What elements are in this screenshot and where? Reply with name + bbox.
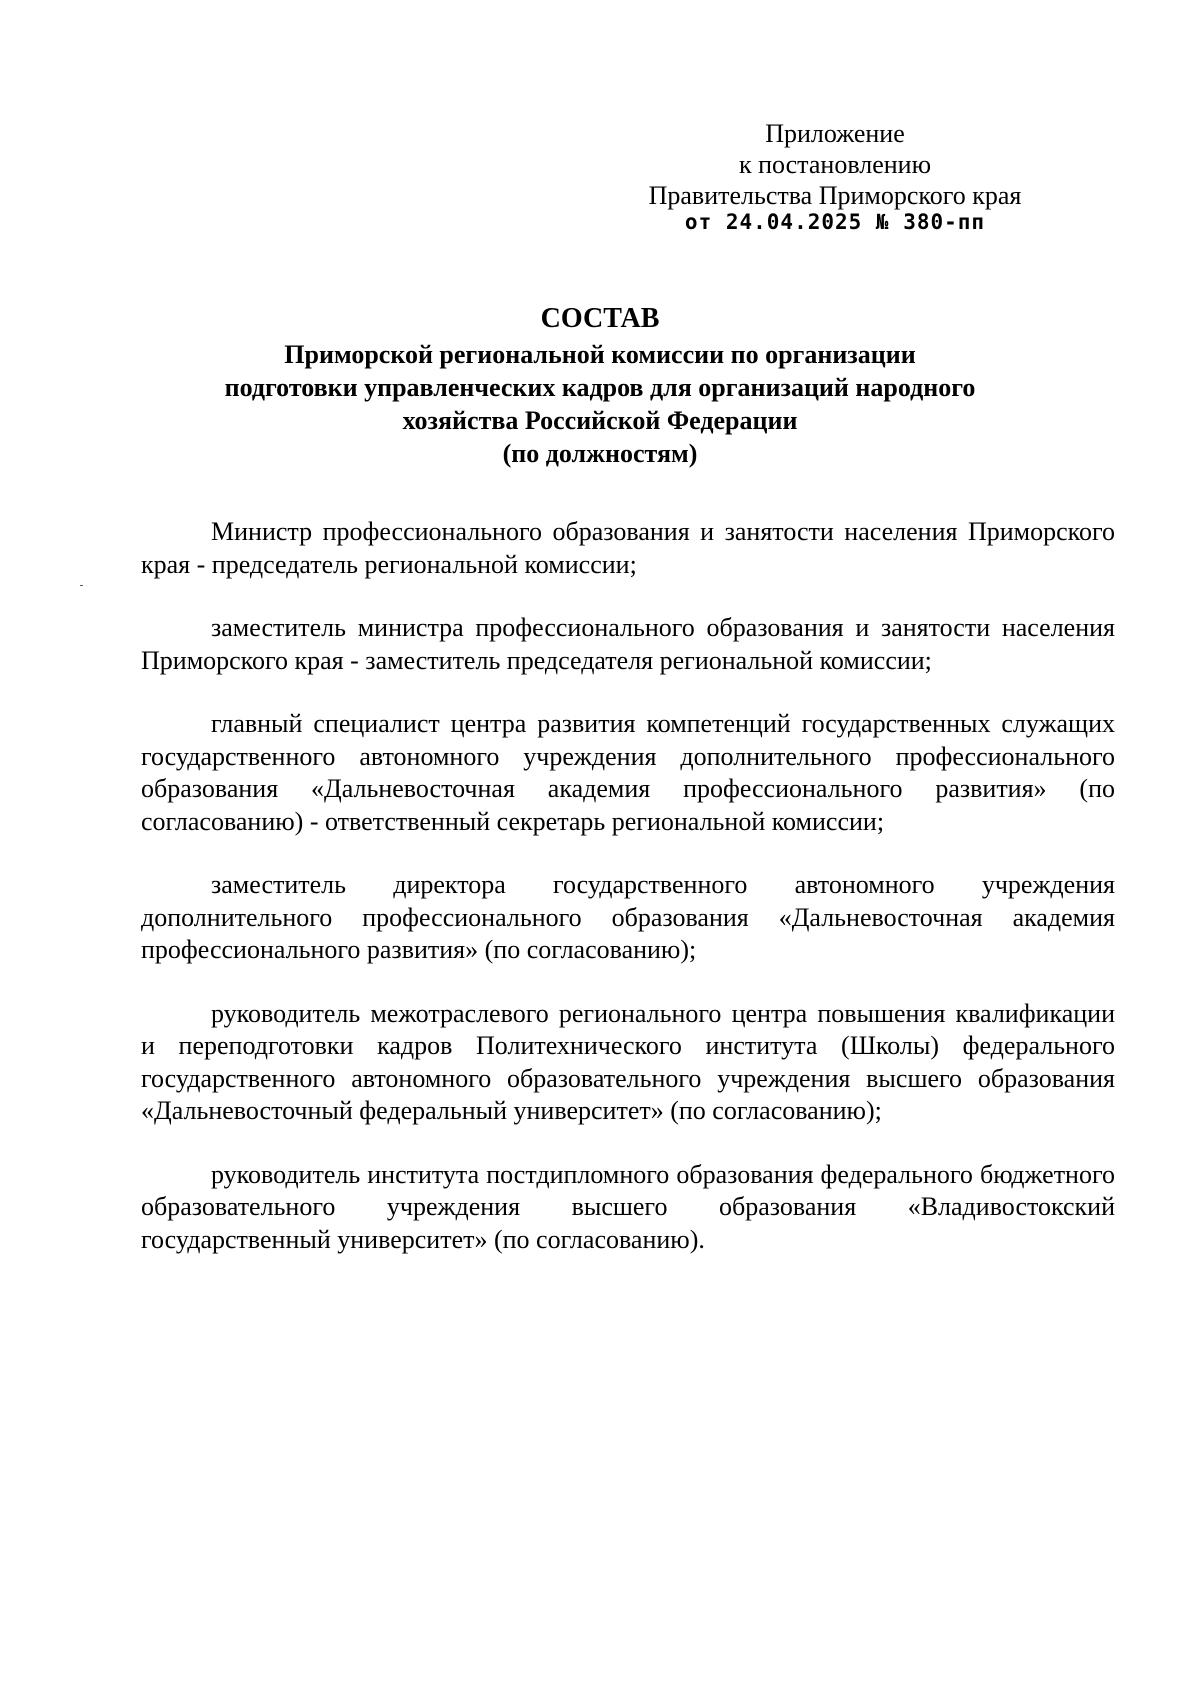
- member-paragraph: заместитель директора государственного автономного учреждения дополнительного профессионального образования «Дальневосточная академия профессионального развития» (по согласованию);: [141, 870, 1115, 964]
- member-paragraph: руководитель института постдипломного образования федерального бюджетного образовательного учреждения высшего образования «Владивостокский государственный университет» (по согласованию).: [141, 1159, 1115, 1254]
- appendix-label: Приложение: [765, 119, 905, 148]
- member-paragraph: заместитель министра профессионального образования и занятости населения Приморского края - заместитель председателя региональной комиссии;: [141, 613, 1115, 675]
- member-paragraph: Министр профессионального образования и занятости населения Приморского края - председатель региональной комиссии;: [141, 517, 1115, 579]
- appendix-issuer: Правительства Приморского края: [648, 181, 1022, 210]
- title-heading: СОСТАВ: [540, 303, 660, 334]
- title-line-4: (по должностям): [502, 439, 698, 468]
- document-title: [130, 300, 1070, 470]
- title-line-2: подготовки управленческих кадров для организаций народного: [224, 373, 976, 402]
- title-line-3: хозяйства Российской Федерации: [402, 406, 798, 435]
- member-paragraph: главный специалист центра развития компетенций государственных служащих государственного автономного учреждения дополнительного профессионального образования «Дальневосточная академия профессионального развития» (по согласованию) - ответственный секретарь региональной комиссии;: [141, 709, 1115, 836]
- registration-stamp: от 24.04.2025 № 380-пп: [684, 210, 986, 234]
- appendix-header: [620, 118, 1050, 235]
- member-paragraph: руководитель межотраслевого регионального центра повышения квалификации и переподготовки кадров Политехнического института (Школы) федерального государственного автономного образовательного учреждения высшего образования «Дальневосточный федеральный университет» (по согласованию);: [141, 998, 1115, 1125]
- title-line-1: Приморской региональной комиссии по организации: [284, 340, 916, 369]
- members-list: [141, 516, 1115, 1287]
- scan-speck: [80, 585, 83, 586]
- appendix-reference: к постановлению: [738, 150, 932, 179]
